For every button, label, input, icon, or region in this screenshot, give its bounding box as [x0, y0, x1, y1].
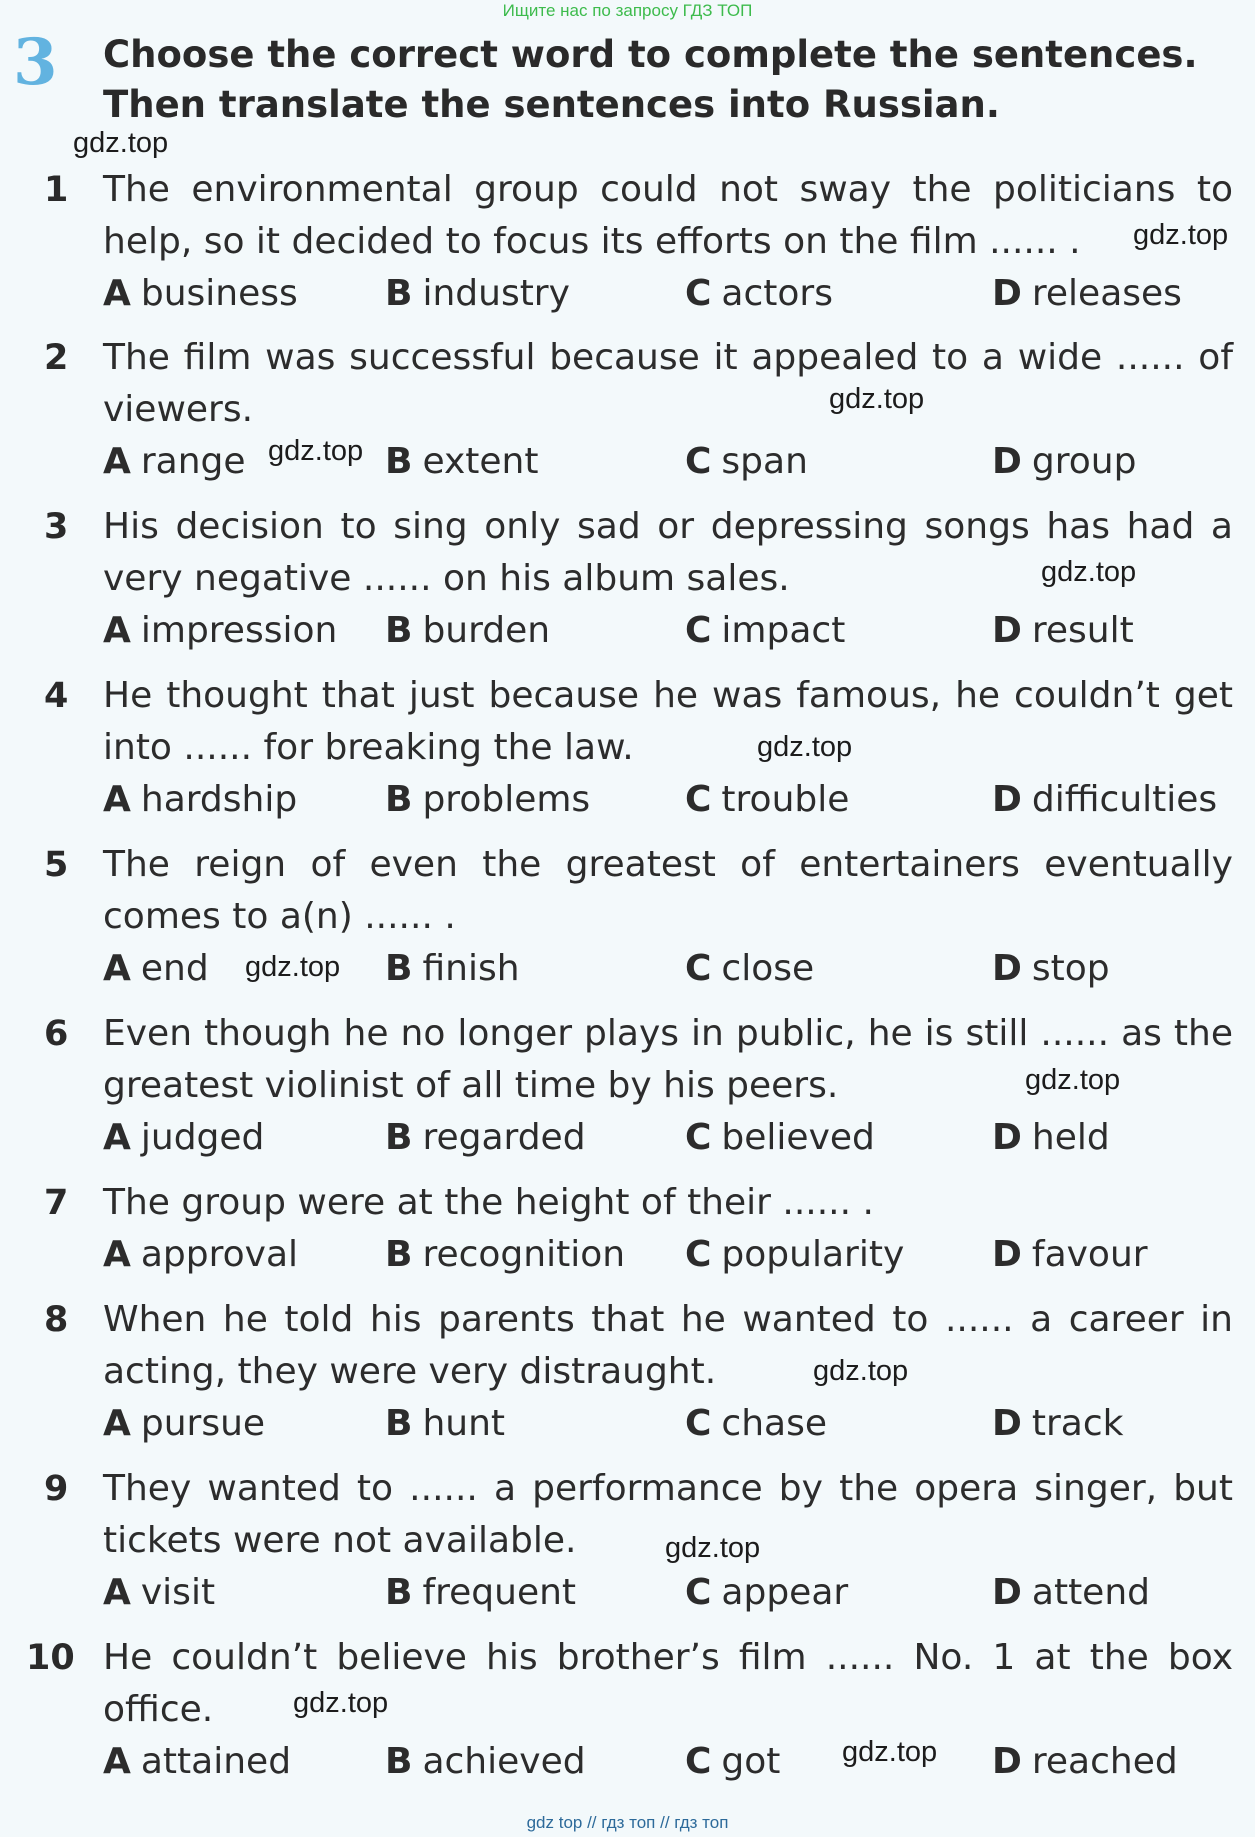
option-letter: D — [992, 1741, 1022, 1782]
option-b[interactable] — [385, 1736, 586, 1788]
watermark: gdz.top — [73, 127, 169, 159]
option-c[interactable] — [685, 1229, 904, 1281]
option-a[interactable] — [103, 605, 337, 657]
option-word: regarded — [422, 1117, 586, 1158]
option-letter: B — [385, 948, 413, 989]
option-word: favour — [1031, 1234, 1148, 1275]
option-a[interactable] — [103, 1736, 291, 1788]
watermark: gdz.top — [1133, 219, 1229, 251]
option-word: business — [140, 273, 298, 314]
option-d[interactable] — [992, 1398, 1124, 1450]
option-word: industry — [422, 273, 570, 314]
question-text: The group were at the height of their ...... . — [103, 1182, 874, 1223]
question-item — [0, 332, 1255, 502]
question-number: 3 — [44, 507, 69, 547]
option-d[interactable] — [992, 1736, 1178, 1788]
option-letter: C — [685, 1572, 712, 1613]
question-number: 2 — [44, 338, 69, 378]
option-word: group — [1031, 441, 1137, 482]
option-a[interactable] — [103, 1229, 298, 1281]
option-a[interactable] — [103, 943, 209, 995]
option-letter: A — [103, 610, 131, 651]
watermark: gdz.top — [829, 383, 925, 415]
watermark: gdz.top — [245, 951, 341, 983]
option-word: stop — [1031, 948, 1110, 989]
option-letter: D — [992, 948, 1022, 989]
watermark: gdz.top — [842, 1736, 938, 1768]
option-word: hardship — [140, 779, 298, 820]
question-text: The reign of even the greatest of entertainers eventually comes to a(n) ...... . — [103, 844, 1233, 937]
option-b[interactable] — [385, 943, 520, 995]
option-word: trouble — [721, 779, 850, 820]
option-letter: B — [385, 1741, 413, 1782]
option-letter: D — [992, 1234, 1022, 1275]
watermark: gdz.top — [1041, 556, 1137, 588]
option-letter: A — [103, 441, 131, 482]
question-number: 8 — [44, 1300, 69, 1340]
option-letter: D — [992, 1117, 1022, 1158]
option-word: range — [140, 441, 246, 482]
question-number: 5 — [44, 845, 69, 885]
option-b[interactable] — [385, 1229, 625, 1281]
question-item — [0, 164, 1255, 334]
option-letter: B — [385, 1234, 413, 1275]
option-word: impression — [140, 610, 338, 651]
question-number: 10 — [26, 1638, 75, 1678]
option-letter: B — [385, 1403, 413, 1444]
option-letter: B — [385, 779, 413, 820]
option-word: track — [1031, 1403, 1124, 1444]
option-b[interactable] — [385, 1112, 586, 1164]
option-a[interactable] — [103, 1112, 264, 1164]
option-word: attained — [140, 1741, 292, 1782]
option-word: difficulties — [1031, 779, 1218, 820]
option-a[interactable] — [103, 436, 246, 488]
option-word: impact — [721, 610, 846, 651]
option-b[interactable] — [385, 774, 590, 826]
option-word: held — [1031, 1117, 1110, 1158]
option-a[interactable] — [103, 1567, 215, 1619]
option-letter: B — [385, 441, 413, 482]
option-word: got — [721, 1741, 781, 1782]
option-word: achieved — [422, 1741, 586, 1782]
question-text: When he told his parents that he wanted to ...... a career in acting, they were very distraught. — [103, 1299, 1233, 1392]
option-word: releases — [1031, 273, 1182, 314]
question-item — [0, 1294, 1255, 1464]
option-word: pursue — [140, 1403, 266, 1444]
option-letter: A — [103, 1117, 131, 1158]
option-word: appear — [721, 1572, 849, 1613]
option-b[interactable] — [385, 1567, 576, 1619]
option-word: problems — [422, 779, 591, 820]
option-letter: D — [992, 779, 1022, 820]
option-letter: A — [103, 273, 131, 314]
option-word: span — [721, 441, 808, 482]
option-c[interactable] — [685, 436, 808, 488]
option-letter: D — [992, 1403, 1022, 1444]
option-word: hunt — [422, 1403, 506, 1444]
question-item — [0, 1463, 1255, 1633]
option-word: visit — [140, 1572, 216, 1613]
question-text: He couldn’t believe his brother’s film ...... No. 1 at the box office. — [103, 1637, 1233, 1730]
option-d[interactable] — [992, 605, 1134, 657]
option-letter: B — [385, 1572, 413, 1613]
option-d[interactable] — [992, 1112, 1110, 1164]
option-word: believed — [721, 1117, 875, 1158]
question-item — [0, 670, 1255, 840]
option-letter: A — [103, 779, 131, 820]
watermark: gdz.top — [757, 731, 853, 763]
option-a[interactable] — [103, 268, 298, 320]
option-word: end — [140, 948, 209, 989]
question-item — [0, 839, 1255, 1009]
option-letter: C — [685, 441, 712, 482]
question-number: 4 — [44, 676, 69, 716]
option-letter: B — [385, 1117, 413, 1158]
option-d[interactable] — [992, 774, 1217, 826]
option-letter: C — [685, 1741, 712, 1782]
top-banner: Ищите нас по запросу ГДЗ ТОП — [502, 1, 753, 20]
option-letter: A — [103, 1572, 131, 1613]
option-letter: D — [992, 441, 1022, 482]
option-letter: D — [992, 1572, 1022, 1613]
option-letter: B — [385, 610, 413, 651]
option-letter: D — [992, 273, 1022, 314]
option-letter: A — [103, 1403, 131, 1444]
option-word: close — [721, 948, 815, 989]
question-number: 6 — [44, 1014, 69, 1054]
option-word: chase — [721, 1403, 827, 1444]
question-text: They wanted to ...... a performance by the opera singer, but tickets were not available. — [103, 1468, 1233, 1561]
question-text: The film was successful because it appealed to a wide ...... of viewers. — [103, 337, 1233, 430]
watermark: gdz.top — [1025, 1064, 1121, 1096]
option-letter: B — [385, 273, 413, 314]
option-word: recognition — [422, 1234, 626, 1275]
option-c[interactable] — [685, 1398, 827, 1450]
option-d[interactable] — [992, 1229, 1148, 1281]
option-word: actors — [721, 273, 833, 314]
option-letter: A — [103, 948, 131, 989]
option-b[interactable] — [385, 605, 550, 657]
option-letter: C — [685, 610, 712, 651]
option-letter: C — [685, 1234, 712, 1275]
option-d[interactable] — [992, 268, 1182, 320]
question-text: The environmental group could not sway the politicians to help, so it decided to focus its efforts on the film ...... . — [103, 169, 1233, 262]
option-c[interactable] — [685, 774, 849, 826]
option-d[interactable] — [992, 1567, 1150, 1619]
option-c[interactable] — [685, 1736, 780, 1788]
question-number: 1 — [44, 170, 69, 210]
option-word: finish — [422, 948, 520, 989]
option-c[interactable] — [685, 605, 845, 657]
option-letter: C — [685, 779, 712, 820]
option-word: extent — [422, 441, 539, 482]
question-text: Even though he no longer plays in public, he is still ...... as the greatest violinist of all time by his peers. — [103, 1013, 1233, 1106]
watermark: gdz.top — [665, 1532, 761, 1564]
question-item — [0, 1632, 1255, 1802]
watermark: gdz.top — [813, 1355, 909, 1387]
option-letter: C — [685, 948, 712, 989]
option-letter: C — [685, 1403, 712, 1444]
option-a[interactable] — [103, 1398, 265, 1450]
option-word: burden — [422, 610, 551, 651]
option-word: attend — [1031, 1572, 1150, 1613]
option-a[interactable] — [103, 774, 297, 826]
option-word: reached — [1031, 1741, 1178, 1782]
option-b[interactable] — [385, 436, 538, 488]
option-word: approval — [140, 1234, 299, 1275]
bottom-banner: gdz top // гдз топ // гдз топ — [526, 1813, 729, 1832]
exercise-instruction: Choose the correct word to complete the sentences. Then translate the sentences into Russian. — [103, 33, 1198, 126]
option-word: result — [1031, 610, 1134, 651]
option-letter: A — [103, 1234, 131, 1275]
option-d[interactable] — [992, 943, 1110, 995]
option-word: judged — [140, 1117, 265, 1158]
option-letter: C — [685, 1117, 712, 1158]
question-text: He thought that just because he was famous, he couldn’t get into ...... for breaking the law. — [103, 675, 1233, 768]
option-c[interactable] — [685, 1112, 875, 1164]
option-c[interactable] — [685, 268, 833, 320]
option-word: frequent — [422, 1572, 577, 1613]
option-d[interactable] — [992, 436, 1136, 488]
question-number: 7 — [44, 1183, 69, 1223]
option-b[interactable] — [385, 268, 570, 320]
question-text: His decision to sing only sad or depressing songs has had a very negative ...... on his album sales. — [103, 506, 1233, 599]
option-word: popularity — [721, 1234, 905, 1275]
option-letter: A — [103, 1741, 131, 1782]
option-c[interactable] — [685, 943, 814, 995]
option-c[interactable] — [685, 1567, 848, 1619]
option-letter: C — [685, 273, 712, 314]
exercise-number: 3 — [13, 25, 58, 100]
option-b[interactable] — [385, 1398, 505, 1450]
option-letter: D — [992, 610, 1022, 651]
watermark: gdz.top — [293, 1687, 389, 1719]
watermark: gdz.top — [268, 435, 364, 467]
question-number: 9 — [44, 1469, 69, 1509]
